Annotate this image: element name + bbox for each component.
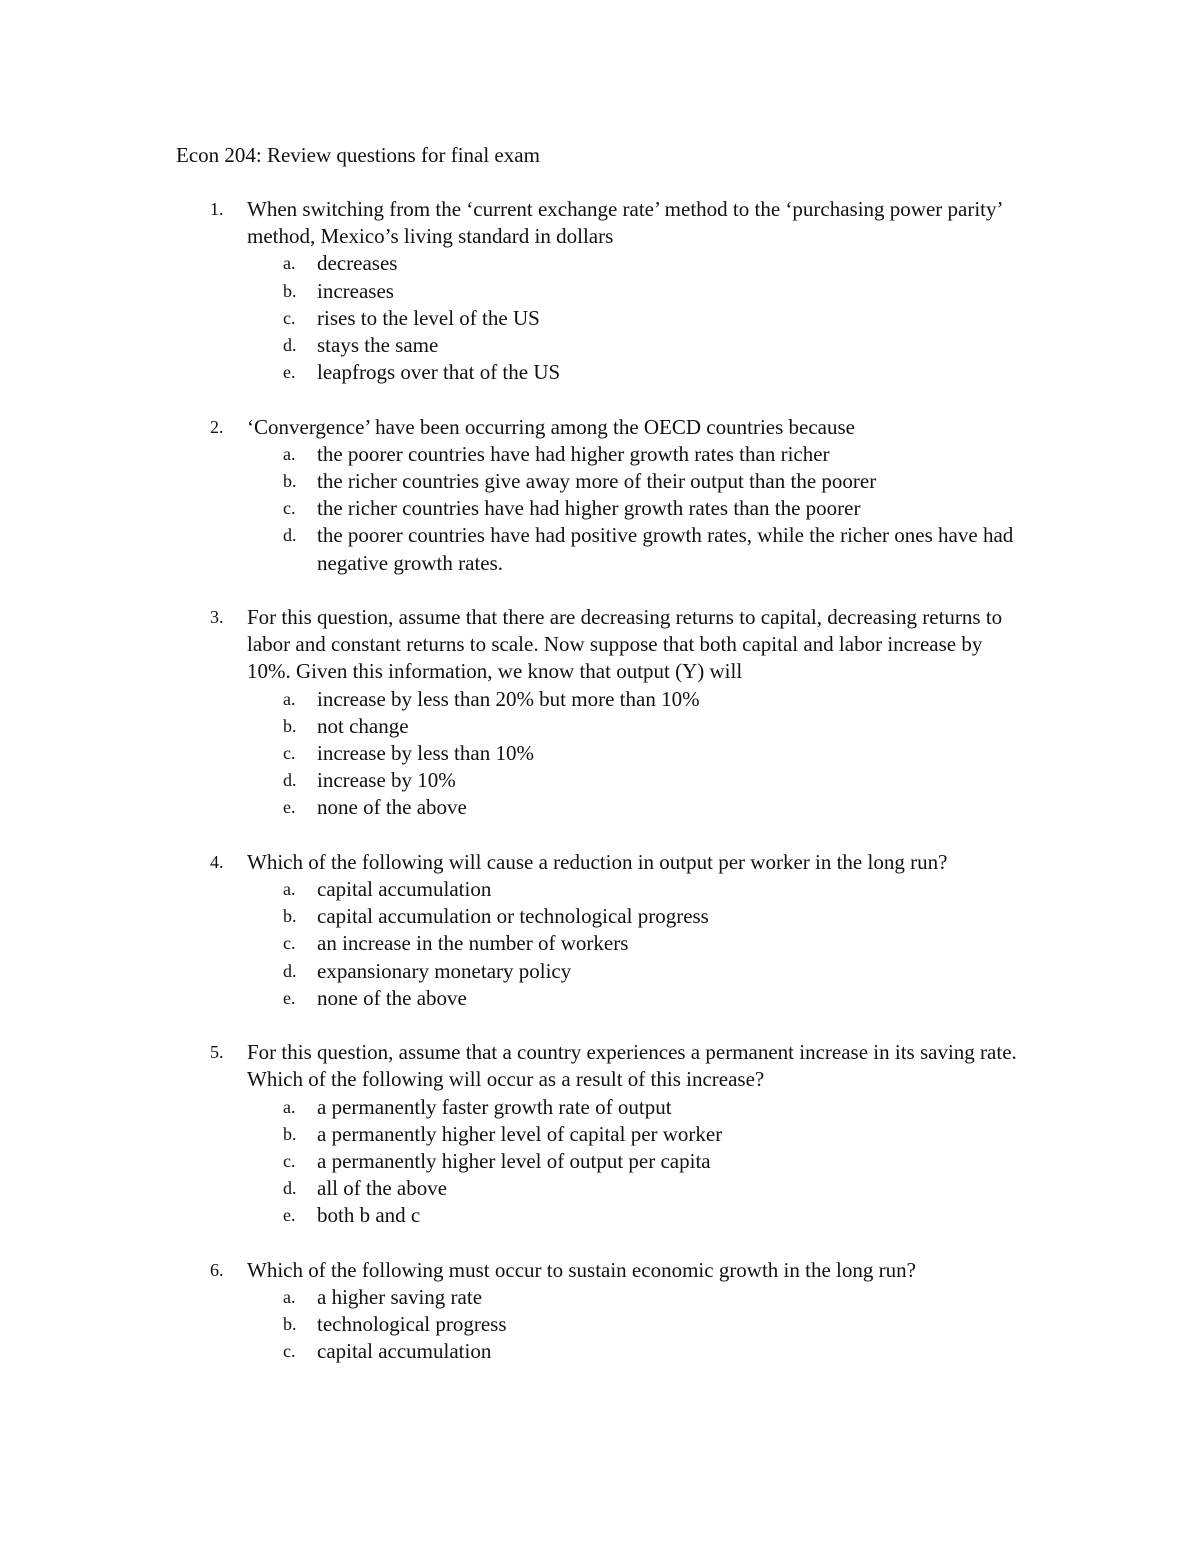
option-text: capital accumulation: [317, 1339, 492, 1364]
question-text: Which of the following must occur to sustain economic growth in the long run?: [247, 1257, 916, 1282]
option-text: a permanently higher level of output per capita: [317, 1149, 711, 1174]
option-list: [0, 1094, 1200, 1230]
option-item: [0, 876, 1200, 903]
option-item: [0, 1311, 1200, 1338]
option-letter: c.: [283, 1151, 296, 1172]
question-text: Which of the following will cause a reduction in output per worker in the long run?: [247, 849, 948, 874]
question-text: ‘Convergence’ have been occurring among the OECD countries because: [247, 414, 855, 439]
option-list: [0, 876, 1200, 1012]
option-item: [0, 686, 1200, 713]
question-1: [0, 196, 1200, 386]
option-letter: b.: [283, 715, 297, 736]
option-text: a higher saving rate: [317, 1285, 483, 1310]
option-text: the poorer countries have had higher growth rates than richer: [317, 441, 830, 466]
question-text: When switching from the ‘current exchange rate’ method to the ‘purchasing power parity’ method, Mexico’s living standard in dollars: [247, 197, 1002, 249]
option-text: expansionary monetary policy: [317, 958, 572, 983]
option-item: [0, 332, 1200, 359]
option-text: the poorer countries have had positive growth rates, while the richer ones have had negative growth rates.: [317, 523, 1014, 575]
option-text: leapfrogs over that of the US: [317, 360, 561, 385]
option-text: technological progress: [317, 1312, 507, 1337]
option-item: [0, 930, 1200, 957]
option-item: [0, 1148, 1200, 1175]
option-item: [0, 441, 1200, 468]
option-item: [0, 468, 1200, 495]
question-number: 6.: [210, 1259, 224, 1280]
option-list: [0, 1284, 1200, 1366]
option-item: [0, 958, 1200, 985]
option-letter: c.: [283, 498, 296, 519]
option-letter: d.: [283, 960, 297, 981]
option-letter: b.: [283, 1123, 297, 1144]
document-title: Econ 204: Review questions for final exam: [176, 143, 540, 167]
option-text: an increase in the number of workers: [317, 931, 629, 956]
question-number: 1.: [210, 199, 224, 219]
option-letter: d.: [283, 1178, 297, 1199]
option-item: [0, 359, 1200, 386]
option-text: decreases: [317, 251, 398, 276]
option-item: [0, 713, 1200, 740]
question-3: [0, 604, 1200, 822]
option-list: [0, 441, 1200, 577]
option-text: increase by less than 20% but more than 10%: [317, 686, 700, 711]
option-text: a permanently higher level of capital per worker: [317, 1121, 723, 1146]
question-text: For this question, assume that a country experiences a permanent increase in its saving rate. Which of the following will occur as a result of this increase?: [247, 1040, 1017, 1092]
option-letter: b.: [283, 1314, 297, 1335]
option-letter: d.: [283, 770, 297, 791]
question-number: 2.: [210, 416, 224, 437]
option-letter: b.: [283, 280, 297, 301]
option-letter: a.: [283, 688, 296, 709]
option-letter: b.: [283, 471, 297, 492]
option-text: stays the same: [317, 333, 439, 358]
option-letter: c.: [283, 307, 296, 328]
option-item: [0, 767, 1200, 794]
option-letter: a.: [283, 443, 296, 464]
question-5: [0, 1039, 1200, 1229]
option-text: not change: [317, 713, 409, 738]
option-text: increase by less than 10%: [317, 741, 534, 766]
option-item: [0, 495, 1200, 522]
option-letter: c.: [283, 743, 296, 764]
option-text: the richer countries give away more of their output than the poorer: [317, 469, 877, 494]
option-item: [0, 250, 1200, 277]
option-letter: a.: [283, 879, 296, 900]
question-2: [0, 414, 1200, 577]
question-number: 3.: [210, 607, 224, 628]
option-item: [0, 903, 1200, 930]
option-text: capital accumulation: [317, 877, 492, 902]
option-item: [0, 1284, 1200, 1311]
option-text: capital accumulation or technological progress: [317, 904, 709, 929]
option-item: [0, 522, 1200, 576]
question-number: 4.: [210, 851, 224, 872]
option-letter: d.: [283, 335, 297, 356]
option-item: [0, 1121, 1200, 1148]
question-number: 5.: [210, 1042, 224, 1063]
option-text: increases: [317, 278, 394, 303]
option-text: increase by 10%: [317, 768, 456, 793]
option-text: none of the above: [317, 795, 467, 820]
option-text: none of the above: [317, 985, 467, 1010]
option-letter: e.: [283, 987, 296, 1008]
option-item: [0, 794, 1200, 821]
option-text: the richer countries have had higher growth rates than the poorer: [317, 496, 861, 521]
option-letter: c.: [283, 933, 296, 954]
option-letter: b.: [283, 906, 297, 927]
option-text: all of the above: [317, 1176, 448, 1201]
option-item: [0, 740, 1200, 767]
option-letter: e.: [283, 362, 296, 383]
option-item: [0, 985, 1200, 1012]
question-6: [0, 1257, 1200, 1366]
option-item: [0, 1202, 1200, 1229]
option-text: rises to the level of the US: [317, 305, 540, 330]
question-4: [0, 849, 1200, 1012]
option-letter: e.: [283, 1205, 296, 1226]
option-letter: a.: [283, 253, 296, 274]
option-letter: a.: [283, 1287, 296, 1308]
option-item: [0, 305, 1200, 332]
question-text: For this question, assume that there are decreasing returns to capital, decreasing returns to labor and constant returns to scale. Now suppose that both capital and labor increase by 10%. Given this information, we know that output (Y) will: [247, 605, 1003, 684]
option-list: [0, 250, 1200, 386]
option-text: a permanently faster growth rate of output: [317, 1094, 672, 1119]
option-letter: a.: [283, 1096, 296, 1117]
option-list: [0, 686, 1200, 822]
option-text: both b and c: [317, 1203, 421, 1228]
option-item: [0, 1094, 1200, 1121]
option-item: [0, 1175, 1200, 1202]
option-item: [0, 1338, 1200, 1365]
option-item: [0, 278, 1200, 305]
option-letter: c.: [283, 1341, 296, 1362]
question-list: [0, 196, 1200, 1393]
option-letter: d.: [283, 525, 297, 546]
option-letter: e.: [283, 797, 296, 818]
